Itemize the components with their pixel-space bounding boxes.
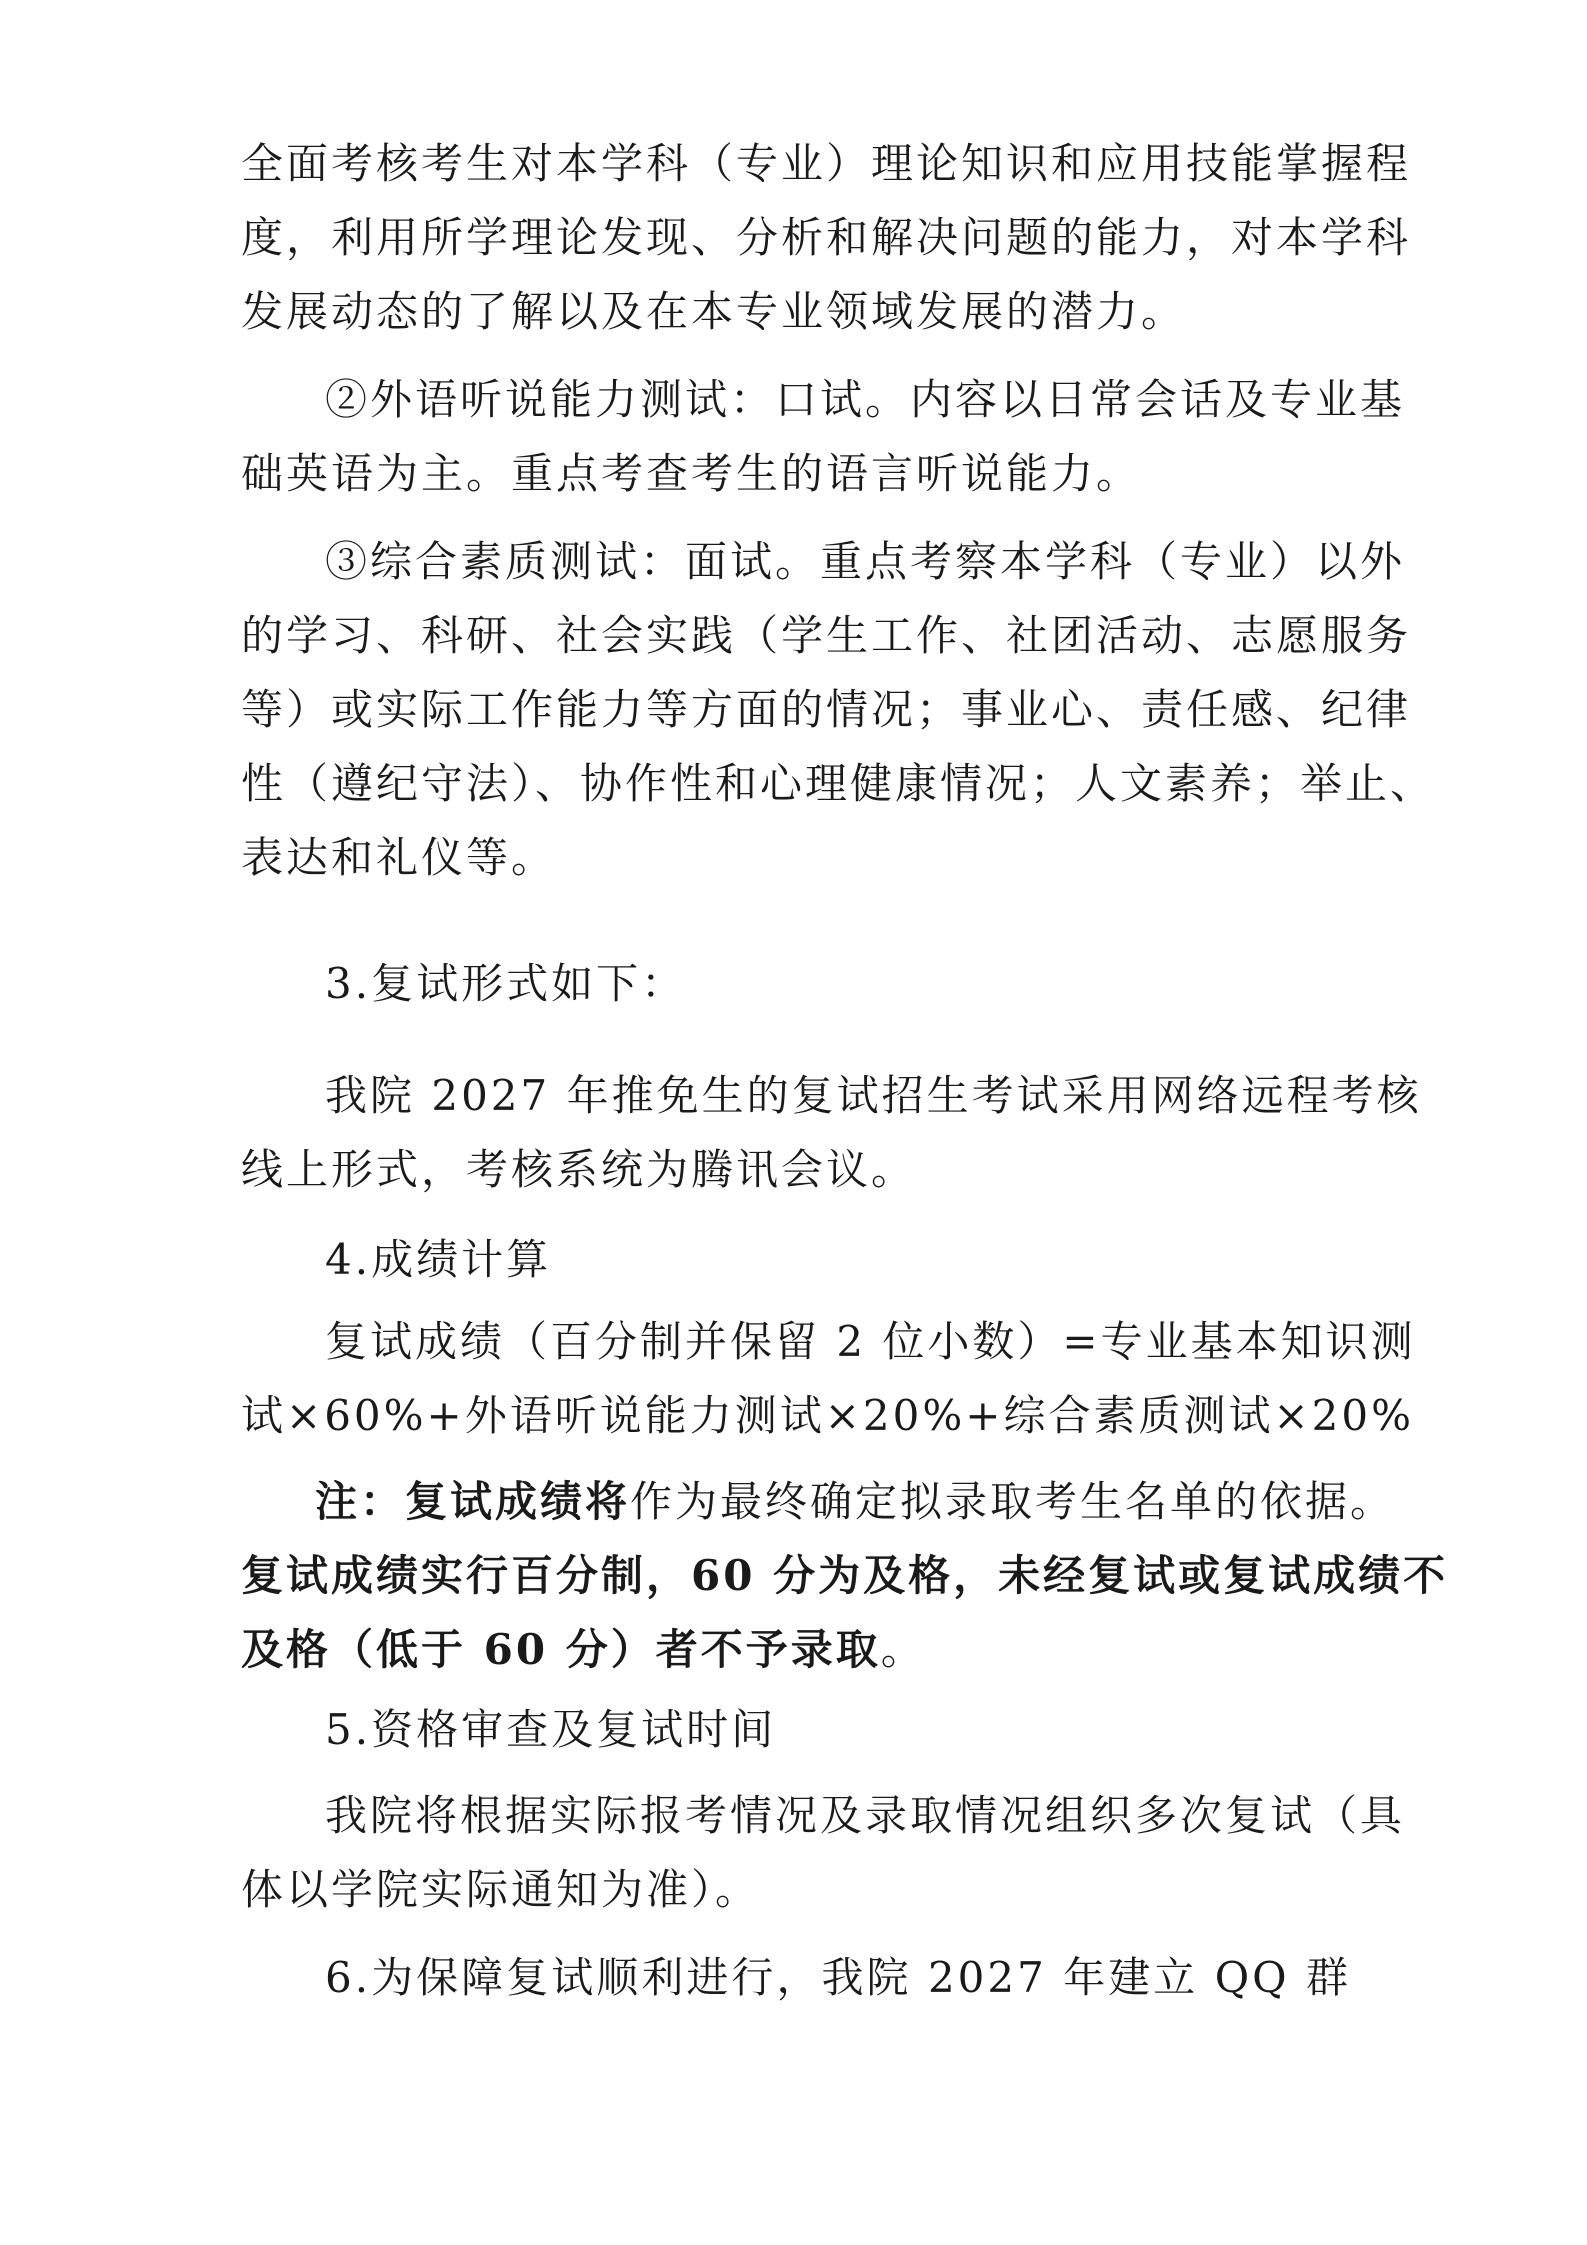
paragraph-line: ②外语听说能力测试：口试。内容以日常会话及专业基 — [325, 375, 1406, 424]
note-bold-text: 注：复试成绩将 — [315, 1477, 631, 1526]
section-heading: 5.资格审查及复试时间 — [325, 1705, 777, 1754]
note-line — [241, 1620, 1351, 1680]
paragraph-line: 全面考核考生对本学科（专业）理论知识和应用技能掌握程 — [241, 139, 1412, 188]
paragraph-line: 的学习、科研、社会实践（学生工作、社团活动、志愿服务 — [241, 611, 1412, 660]
paragraph-line: 础英语为主。重点考查考生的语言听说能力。 — [241, 449, 1142, 498]
paragraph-line: 性（遵纪守法）、协作性和心理健康情况；人文素养；举止、 — [241, 759, 1436, 808]
section-heading: 3.复试形式如下： — [325, 959, 687, 1008]
paragraph-line: 我院 2027 年推免生的复试招生考试采用网络远程考核 — [325, 1071, 1422, 1120]
paragraph-line: 表达和礼仪等。 — [241, 833, 557, 882]
paragraph-line: 复试成绩（百分制并保留 2 位小数）=专业基本知识测 — [325, 1317, 1416, 1366]
paragraph-line: 线上形式，考核系统为腾讯会议。 — [241, 1145, 917, 1194]
note-line: 复试成绩实行百分制，60 分为及格，未经复试或复试成绩不 — [241, 1551, 1449, 1600]
paragraph-line: 度，利用所学理论发现、分析和解决问题的能力，对本学科 — [241, 213, 1412, 262]
paragraph-line: ③综合素质测试：面试。重点考察本学科（专业）以外 — [325, 537, 1406, 586]
paragraph-line: 我院将根据实际报考情况及录取情况组织多次复试（具 — [325, 1791, 1406, 1840]
paragraph-line: 发展动态的了解以及在本专业领域发展的潜力。 — [241, 287, 1187, 336]
note-text: 作为最终确定拟录取考生名单的依据。 — [630, 1477, 1396, 1526]
note-line — [315, 1472, 1396, 1532]
section-heading: 4.成绩计算 — [325, 1235, 552, 1284]
paragraph-line: 试×60%+外语听说能力测试×20%+综合素质测试×20% — [241, 1391, 1415, 1440]
paragraph-line: 6.为保障复试顺利进行，我院 2027 年建立 QQ 群 — [325, 1953, 1351, 2002]
note-bold-text: 及格（低于 60 分）者不予录取 — [241, 1625, 881, 1674]
paragraph-line: 体以学院实际通知为准）。 — [241, 1865, 761, 1914]
paragraph-line: 等）或实际工作能力等方面的情况；事业心、责任感、纪律 — [241, 685, 1412, 734]
note-text: 。 — [880, 1625, 926, 1674]
